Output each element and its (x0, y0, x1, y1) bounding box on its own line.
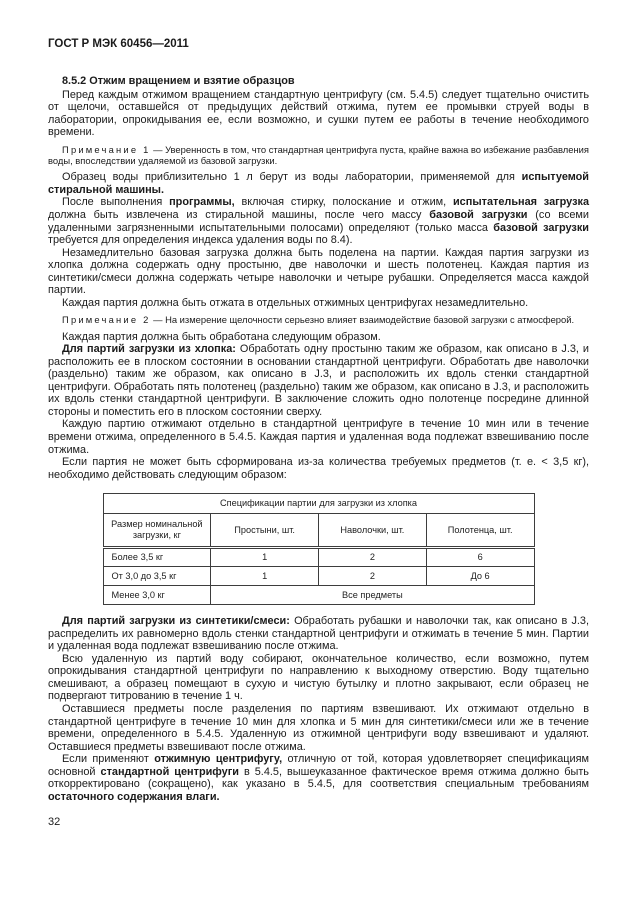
paragraph-bold-term: программы, (169, 196, 235, 209)
table-column-header: Размер номинальной загрузки, кг (103, 514, 211, 548)
table-cell: До 6 (426, 567, 534, 586)
paragraph (48, 703, 589, 753)
paragraph-text: отличную от той, которая удовлетворяет спецификациям основной (48, 753, 589, 778)
paragraph (48, 418, 589, 456)
paragraph-text: Перед каждым отжимом вращением стандартную центрифугу (см. 5.4.5) следует тщательно очистить от щелочи, оставшейся от предыдущих действий отжима, путем ее промывки струей воды в лаборатории, опрокидывания ее, если возможно, и сушки путем ее работы в течение необходимого времени. (48, 88, 589, 139)
table-row (103, 548, 534, 567)
table-column-header: Полотенца, шт. (426, 514, 534, 548)
paragraph (48, 171, 589, 196)
paragraph-text: Всю удаленную из партий воду собирают, окончательное количество, если возможно, путем опрокидывания стандартной центрифуги по направлению к выходному отверстию. Воду тщательно смешивают, а образец помещают в сухую и чистую бутылку и плотно закрывают, если образец не подвергают титрованию в течение 1 ч. (48, 652, 589, 703)
table-cell: 2 (319, 567, 427, 586)
paragraph-text: должна быть извлечена из стиральной машины, после чего массу (48, 208, 430, 221)
paragraph-text: Оставшиеся предметы после разделения по партиям взвешивают. Их отжимают отдельно в стандартной центрифуге в течение 10 мин для хлопка и 5 мин для синтетики/смеси или же в течение времени, определенного в 5.4.5. Удаленную из отжимной центрифуги воду взвешивают и удаляют. Оставшиеся предметы взвешивают после отжима. (48, 703, 589, 753)
section-heading: 8.5.2 Отжим вращением и взятие образцов (62, 75, 295, 87)
paragraph-text: (со всеми удаленными загрязненными испытательными полосами) определяют (только масса (48, 208, 589, 234)
paragraph-text: Если применяют (62, 753, 155, 766)
table-column-header: Простыни, шт. (211, 514, 319, 548)
table-cell: 1 (211, 548, 319, 567)
paragraph (48, 456, 589, 481)
table-caption: Спецификации партии для загрузки из хлопка (103, 494, 534, 514)
paragraph-text: После выполнения (62, 196, 170, 209)
paragraph (48, 343, 589, 418)
paragraph-bold-term: испытательная загрузка (452, 196, 590, 209)
paragraph-bold-term: базовой загрузки (429, 208, 528, 221)
paragraph-text: требуется для определения индекса удаления воды по 8.4). (48, 234, 353, 247)
paragraph-bold-term: испытуемой стиральной машины. (48, 171, 589, 196)
paragraph-text: Каждая партия должна быть отжата в отдельных отжимных центрифугах незамедлительно. (62, 296, 529, 309)
paragraph (48, 331, 589, 344)
paragraph-text: Незамедлительно базовая загрузка должна быть поделена на партии. Каждая партия загрузки из хлопка должна содержать одну простыню, две наволочки и шесть полотенец. Каждая партия из синтетики/смеси должна содержать четыре наволочки и четыре рубашки. Определяется масса каждой партии. (48, 246, 589, 297)
paragraph-text: Обработать одну простыню таким же образом, как описано в J.3, и расположить ее в плоском состоянии в основании стандартной центрифуги. Обработать две наволочки (раздельно) таким же образом, как описано в J.3, и расположить их вдоль стенки стандартной центрифуги. Обработать пять полотенец (раздельно) таким же образом, как описано в J.3, и расположить их вдоль стенки стандартной центрифуги. В заключение сложить одно полотенце посредине длинной стороны и поместить его в плоском состоянии сверху. (48, 343, 589, 418)
table-cell: 6 (426, 548, 534, 567)
note-label: Примечание 1 (62, 143, 151, 155)
table-cell: 1 (211, 567, 319, 586)
paragraph-text: Каждую партию отжимают отдельно в стандартной центрифуге в течение 10 мин или в течение времени отжима, определенного в 5.4.5. Каждая партия и удаленная вода подлежат взвешиванию после отжима. (48, 418, 589, 456)
table-row (103, 567, 534, 586)
table-cell: Все предметы (211, 586, 534, 605)
table-cell: От 3,0 до 3,5 кг (103, 567, 211, 586)
paragraph-bold-term: Для партий загрузки из хлопка: (62, 343, 236, 356)
spec-table (103, 493, 535, 605)
paragraph (48, 753, 589, 803)
table-header-row (103, 514, 534, 548)
paragraph-text: Каждая партия должна быть обработана следующим образом. (62, 330, 381, 343)
table-cell: Менее 3,0 кг (103, 586, 211, 605)
table-column-header: Наволочки, шт. (319, 514, 427, 548)
paragraph (48, 89, 589, 139)
note (48, 314, 589, 325)
paragraph-text: Если партия не может быть сформирована из-за количества требуемых предметов (т. е. < 3,5 кг), необходимо действовать следующим образом: (48, 456, 589, 481)
paragraph-text: Обработать рубашки и наволочки так, как описано в J.3, распределить их равномерно вдоль стенки стандартной центрифуги и отжимать в течение 5 мин. Партии и удаленная вода подлежат взвешиванию после отжима. (48, 615, 589, 653)
note-label: Примечание 2 (62, 314, 151, 326)
table-cell: 2 (319, 548, 427, 567)
paragraph (48, 196, 589, 246)
paragraph-bold-term: Для партий загрузки из синтетики/смеси: (62, 615, 290, 628)
note (48, 144, 589, 167)
paragraph (48, 247, 589, 297)
paragraph (48, 615, 589, 653)
table-cell: Более 3,5 кг (103, 548, 211, 567)
paragraph-bold-term: отжимную центрифугу, (154, 753, 283, 766)
document-body (48, 75, 589, 803)
note-text: — Уверенность в том, что стандартная центрифуга пуста, крайне важна во избежание разбавления воды, впоследствии удаляемой из базовой загрузки. (48, 143, 589, 167)
paragraph-bold-term: стандартной центрифуги (100, 765, 239, 778)
table-caption-row (103, 494, 534, 514)
paragraph (48, 653, 589, 703)
table-row (103, 586, 534, 605)
note-text: — На измерение щелочности серьезно влияет взаимодействие базовой загрузки с атмосферой. (150, 314, 575, 326)
paragraph (48, 297, 589, 310)
paragraph-text: в 5.4.5, вышеуказанное фактическое время отжима должно быть откорректировано (сокращено), как указано в 5.4.5, для соответствия специальным требованиям (48, 765, 589, 791)
running-header: ГОСТ Р МЭК 60456—2011 (48, 38, 189, 50)
paragraph-text: Образец воды приблизительно 1 л берут из воды лаборатории, применяемой для (62, 171, 522, 184)
paragraph-text: включая стирку, полоскание и отжим, (234, 196, 453, 209)
page-number: 32 (48, 816, 61, 829)
paragraph-bold-term: базовой загрузки (493, 221, 589, 234)
paragraph-bold-term: остаточного содержания влаги. (48, 790, 220, 803)
